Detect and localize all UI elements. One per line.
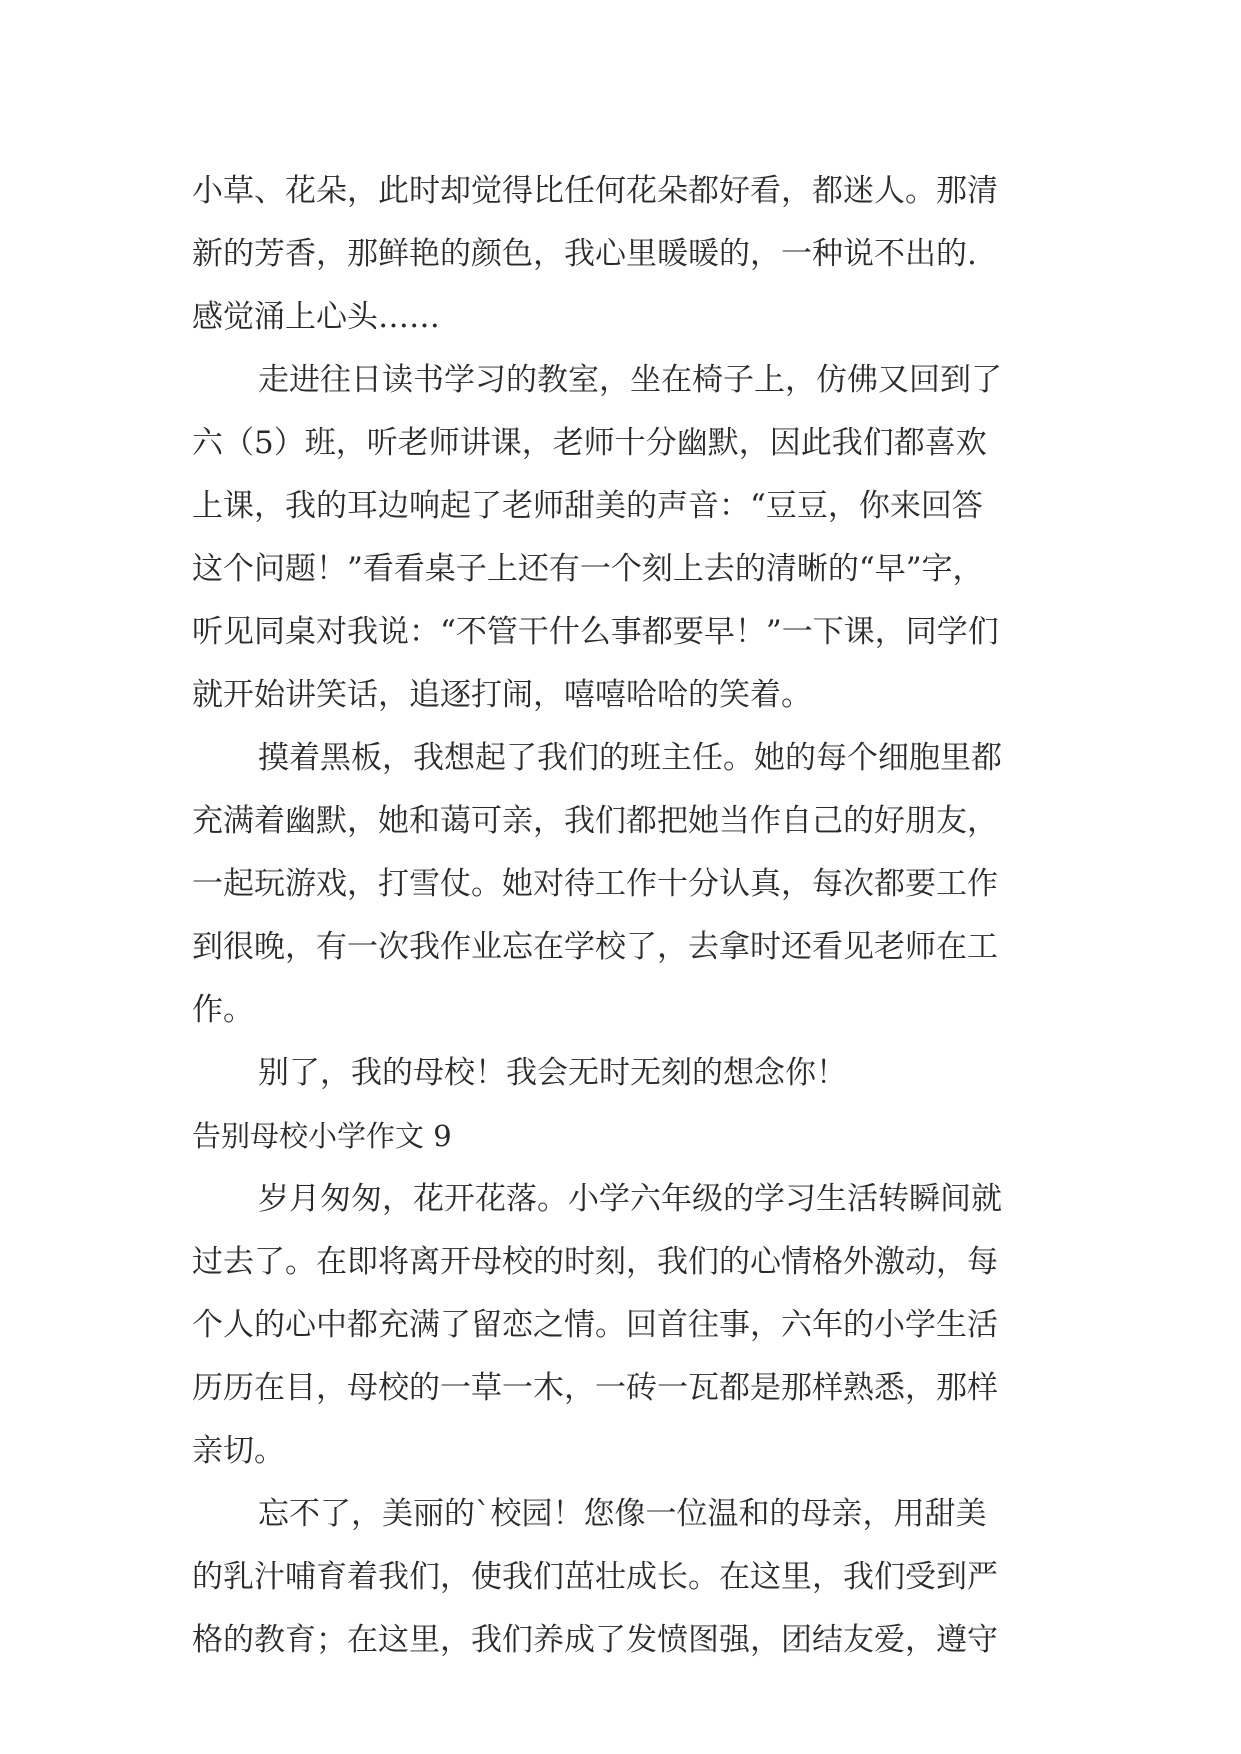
text-line: 作。 — [192, 992, 254, 1028]
text-line: 亲切。 — [192, 1433, 285, 1469]
text-line: 六（5）班，听老师讲课，老师十分幽默，因此我们都喜欢 — [192, 425, 987, 461]
paragraph-first-line: 岁月匆匆，花开花落。小学六年级的学习生活转瞬间就 — [258, 1181, 1002, 1217]
paragraph-first-line: 走进往日读书学习的教室，坐在椅子上，仿佛又回到了 — [258, 362, 1002, 398]
paragraph-first-line: 别了，我的母校！我会无时无刻的想念你！ — [258, 1055, 847, 1091]
paragraph-first-line: 摸着黑板，我想起了我们的班主任。她的每个细胞里都 — [258, 740, 1002, 776]
text-line: 听见同桌对我说：“不管干什么事都要早！”一下课，同学们 — [192, 614, 999, 650]
paragraph-first-line: 忘不了，美丽的`校园！您像一位温和的母亲，用甜美 — [258, 1496, 987, 1532]
essay-text — [192, 160, 1072, 1672]
text-line: 历历在目，母校的一草一木，一砖一瓦都是那样熟悉，那样 — [192, 1370, 998, 1406]
text-line: 格的教育；在这里，我们养成了发愤图强，团结友爱，遵守 — [192, 1622, 998, 1658]
text-line: 感觉涌上心头…… — [192, 299, 440, 335]
text-line: 过去了。在即将离开母校的时刻，我们的心情格外激动，每 — [192, 1244, 998, 1280]
text-line: 充满着幽默，她和蔼可亲，我们都把她当作自己的好朋友， — [192, 803, 998, 839]
text-line: 的乳汁哺育着我们，使我们茁壮成长。在这里，我们受到严 — [192, 1559, 998, 1595]
text-line: 一起玩游戏，打雪仗。她对待工作十分认真，每次都要工作 — [192, 866, 998, 902]
text-line: 小草、花朵，此时却觉得比任何花朵都好看，都迷人。那清 — [192, 173, 998, 209]
text-line: 个人的心中都充满了留恋之情。回首往事，六年的小学生活 — [192, 1307, 998, 1343]
text-line: 新的芳香，那鲜艳的颜色，我心里暖暖的，一种说不出的. — [192, 236, 977, 272]
text-line: 这个问题！”看看桌子上还有一个刻上去的清晰的“早”字， — [192, 551, 984, 587]
section-heading: 告别母校小学作文 9 — [192, 1119, 452, 1153]
text-line: 就开始讲笑话，追逐打闹，嘻嘻哈哈的笑着。 — [192, 677, 812, 713]
text-line: 上课，我的耳边响起了老师甜美的声音：“豆豆，你来回答 — [192, 488, 983, 524]
text-line: 到很晚，有一次我作业忘在学校了，去拿时还看见老师在工 — [192, 929, 998, 965]
